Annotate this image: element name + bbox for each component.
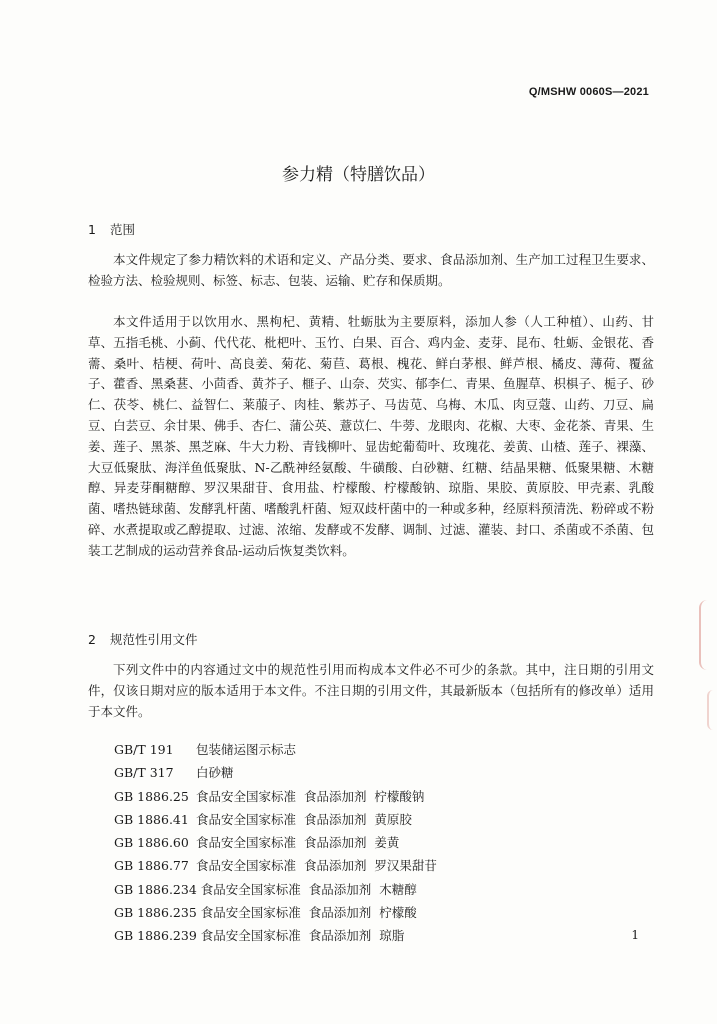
- seal-stamp-edge: [699, 600, 715, 670]
- reference-code: GB 1886.234: [114, 881, 197, 897]
- section-2-number: 2: [88, 632, 96, 647]
- reference-code: GB/T 191: [114, 742, 174, 757]
- section-1-paragraph-2: 本文件适用于以饮用水、黑枸杞、黄精、牡蛎肽为主要原料，添加人参（人工种植）、山药、甘草、五指毛桃、小蓟、代代花、枇杷叶、玉竹、白果、百合、鸡内金、麦芽、昆布、牡蛎、金银花、香薷、桑叶、桔梗、荷叶、高良姜、菊花、菊苣、葛根、槐花、鲜白茅根、鲜芦根、橘皮、薄荷、覆盆子、藿香、黑桑葚、小茴香、黄芥子、榧子、山奈、芡实、郁李仁、青果、鱼腥草、枳椇子、栀子、砂仁、茯苓、桃仁、益智仁、莱菔子、肉桂、紫苏子、马齿苋、乌梅、木瓜、肉豆蔻、山药、刀豆、扁豆、白芸豆、余甘果、佛手、杏仁、蒲公英、薏苡仁、牛蒡、龙眼肉、花椒、大枣、金花茶、青果、生姜、莲子、黑茶、黑芝麻、牛大力粉、青钱柳叶、显齿蛇葡萄叶、玫瑰花、姜黄、山楂、莲子、裸藻、大豆低聚肽、海洋鱼低聚肽、N-乙酰神经氨酸、牛磺酸、白砂糖、红糖、结晶果糖、低聚果糖、木糖醇、异麦芽酮糖醇、罗汉果甜苷、食用盐、柠檬酸、柠檬酸钠、琼脂、果胶、黄原胶、甲壳素、乳酸菌、嗜热链球菌、发酵乳杆菌、嗜酸乳杆菌、短双歧杆菌中的一种或多种，经原料预清洗、粉碎或不粉碎、水煮提取或乙醇提取、过滤、浓缩、发酵或不发酵、调制、过滤、灌装、封口、杀菌或不杀菌、包装工艺制成的运动营养食品-运动后恢复类饮料。: [88, 314, 654, 558]
- section-2-title: 规范性引用文件: [109, 632, 198, 647]
- reference-item: [114, 901, 437, 924]
- section-1-paragraph-1: 本文件规定了参力精饮料的术语和定义、产品分类、要求、食品添加剂、生产加工过程卫生要求、检验方法、检验规则、标签、标志、包装、运输、贮存和保质期。: [88, 252, 654, 288]
- reference-item: [114, 831, 437, 854]
- reference-list: [114, 738, 437, 948]
- reference-item: [114, 854, 437, 877]
- section-2-heading: [88, 630, 198, 648]
- reference-item: [114, 761, 437, 784]
- reference-item: [114, 808, 437, 831]
- seal-stamp-edge: [707, 690, 717, 730]
- reference-item: [114, 785, 437, 808]
- reference-code: GB 1886.25: [114, 788, 189, 804]
- reference-code: GB 1886.60: [114, 835, 189, 851]
- reference-item: [114, 738, 437, 761]
- reference-title: 食品安全国家标准 食品添加剂 黄原胶: [196, 811, 412, 827]
- section-1-heading: [88, 220, 135, 238]
- reference-code: GB/T 317: [114, 765, 174, 781]
- reference-code: GB 1886.77: [114, 858, 189, 874]
- reference-code: GB 1886.239: [114, 928, 197, 944]
- reference-title: 食品安全国家标准 食品添加剂 木糖醇: [200, 881, 417, 897]
- section-2-intro: 下列文件中的内容通过文中的规范性引用而构成本文件必不可少的条款。其中，注日期的引用文件，仅该日期对应的版本适用于本文件。不注日期的引用文件，其最新版本（包括所有的修改单）适用于本文件。: [88, 662, 654, 719]
- reference-code: GB 1886.41: [114, 811, 189, 827]
- reference-title: 食品安全国家标准 食品添加剂 柠檬酸钠: [196, 788, 425, 804]
- page-number: 1: [631, 928, 639, 942]
- reference-title: 食品安全国家标准 食品添加剂 罗汉果甜苷: [196, 858, 437, 874]
- reference-title: 包装储运图示标志: [196, 742, 297, 757]
- section-1-number: 1: [88, 222, 96, 237]
- reference-title: 白砂糖: [196, 765, 234, 781]
- reference-item: [114, 924, 437, 947]
- document-code: Q/MSHW 0060S—2021: [528, 86, 649, 98]
- reference-code: GB 1886.235: [114, 905, 197, 921]
- reference-title: 食品安全国家标准 食品添加剂 琼脂: [200, 928, 405, 944]
- reference-title: 食品安全国家标准 食品添加剂 姜黄: [196, 835, 400, 851]
- reference-title: 食品安全国家标准 食品添加剂 柠檬酸: [200, 905, 417, 921]
- page-title: 参力精（特膳饮品）: [282, 165, 435, 185]
- reference-item: [114, 878, 437, 901]
- section-1-title: 范围: [109, 222, 135, 237]
